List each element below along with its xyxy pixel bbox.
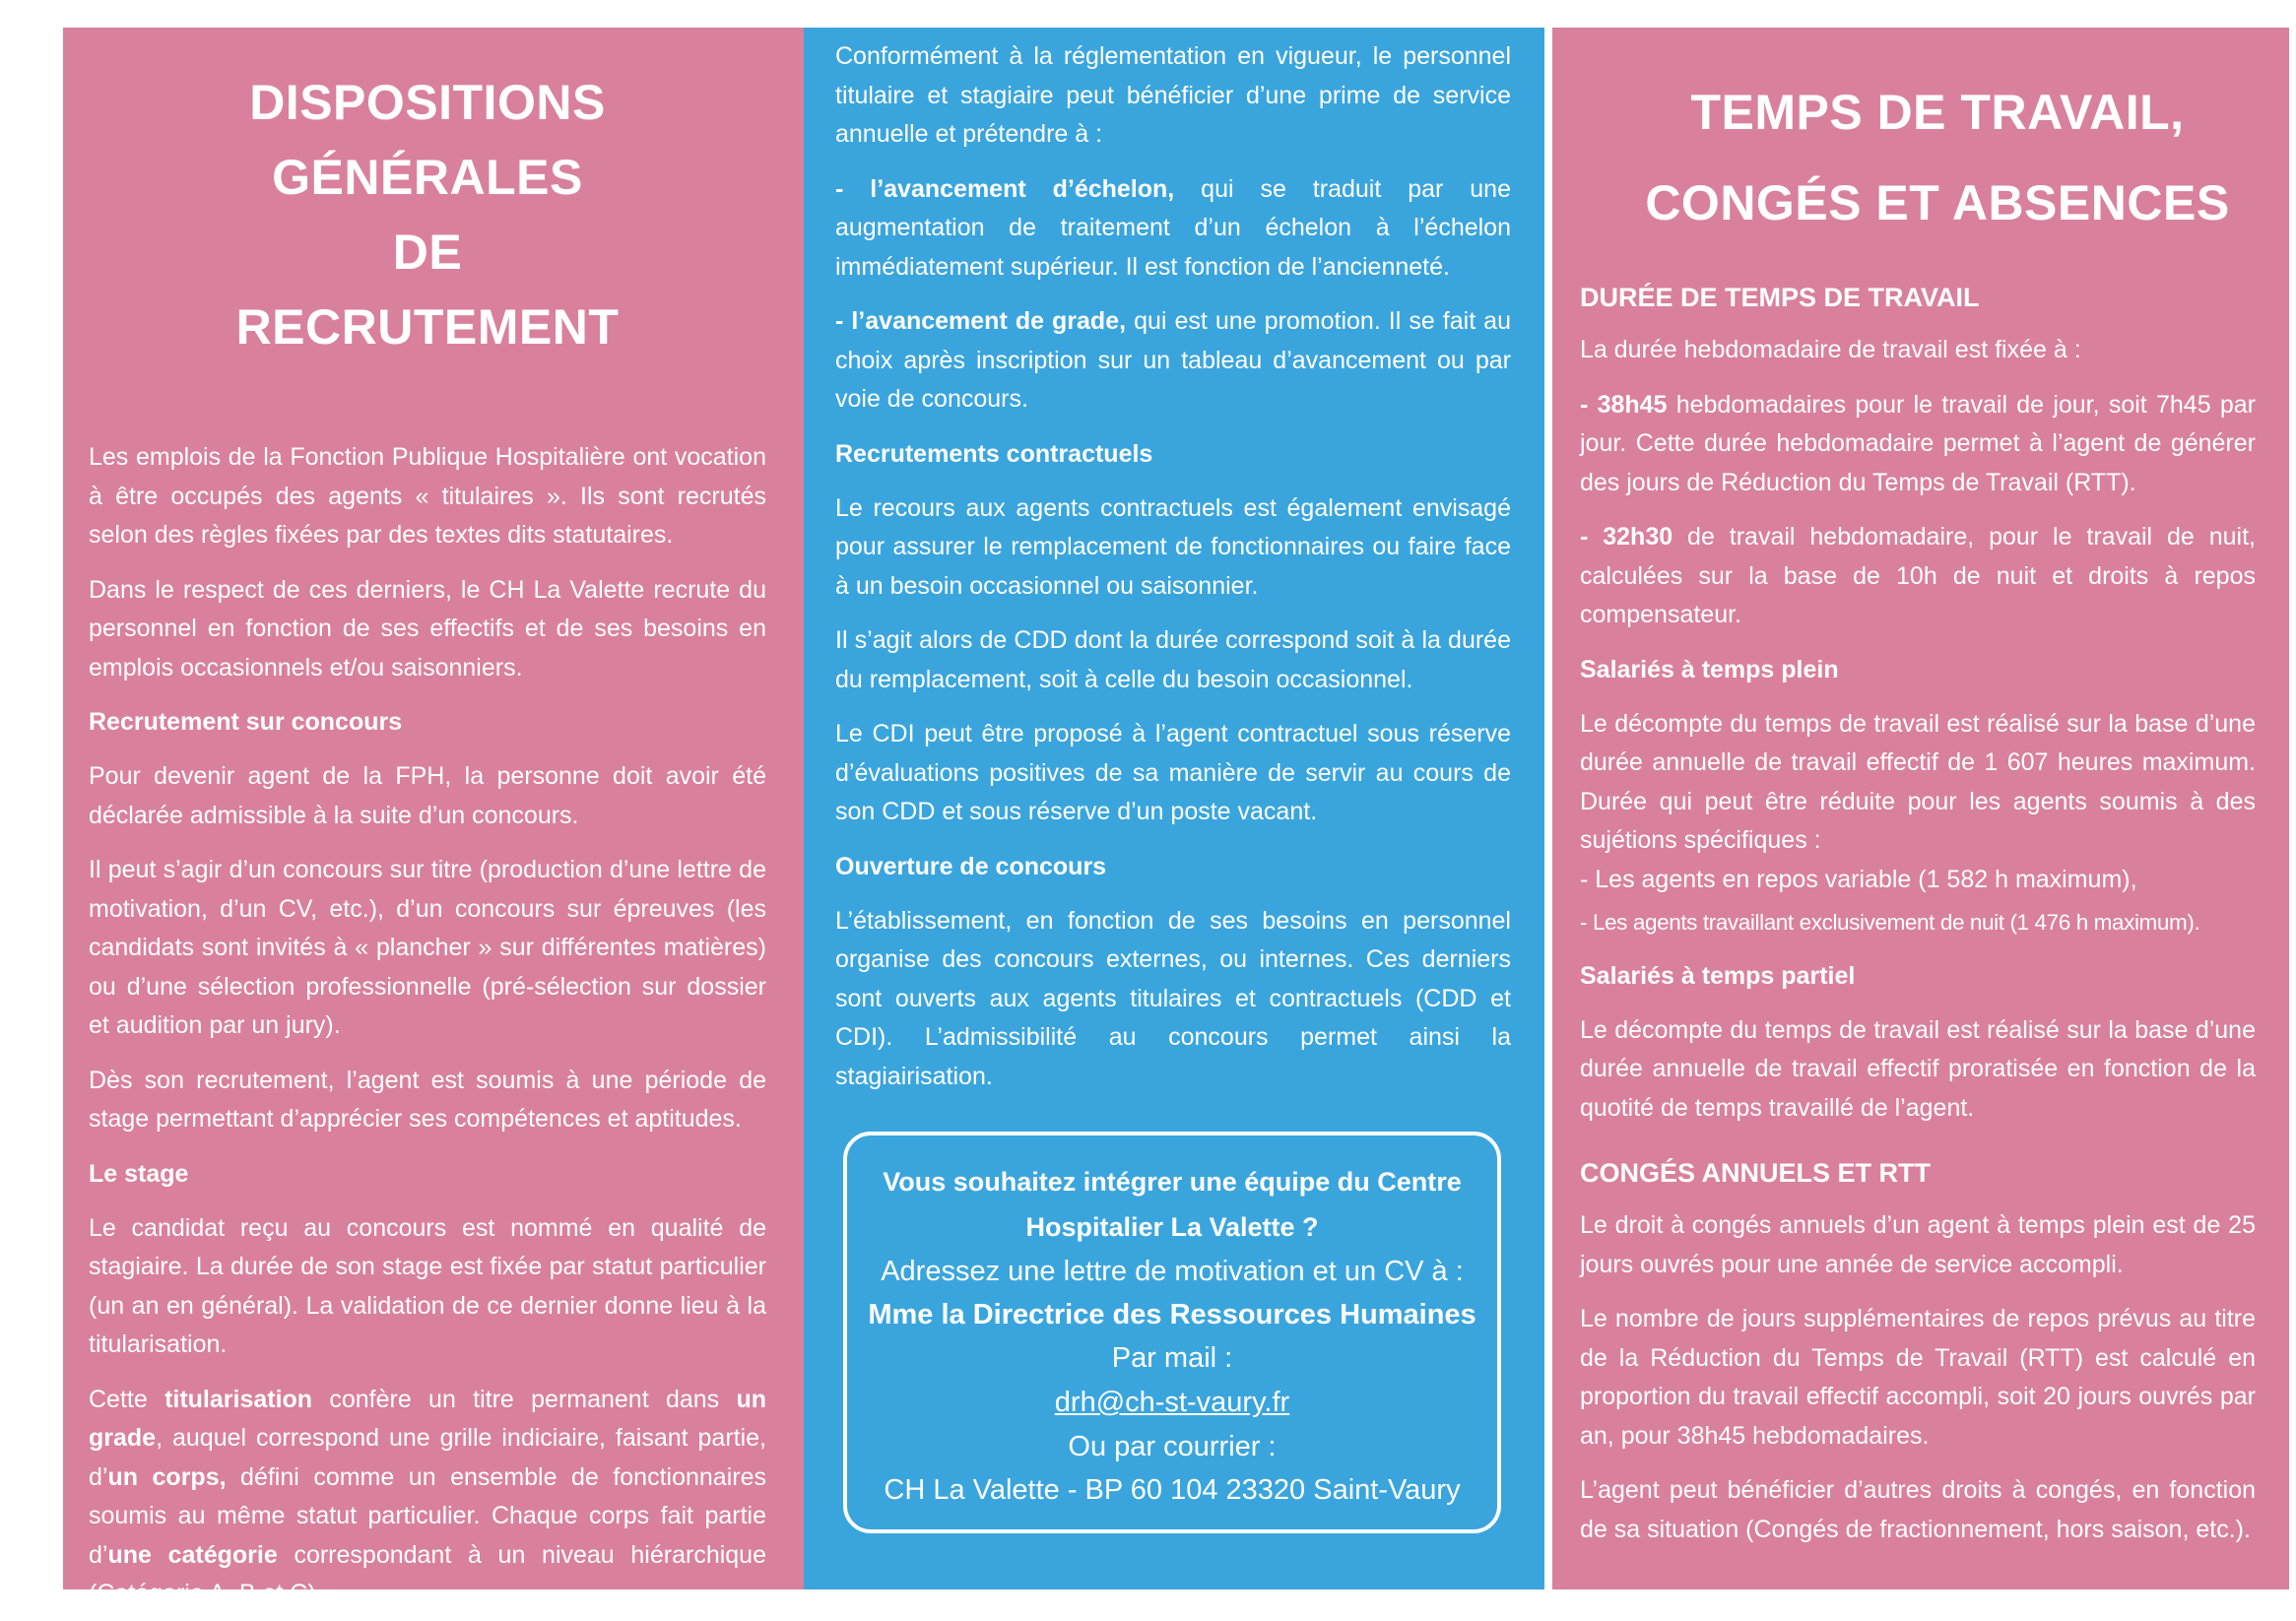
prime-paragraph: Conformément à la réglementation en vigueur, le personnel titulaire et stagiaire peut bénéficier d’une prime de service annuelle et prétendre à : xyxy=(835,42,1511,148)
text-run: hebdomadaires pour le travail de jour, soit 7h45 par jour. Cette durée hebdomadaire permet à l’agent de générer des jours de Réduction du Temps de Travail (RTT). xyxy=(1580,390,2256,496)
contact-recipient: Mme la Directrice des Ressources Humaines xyxy=(868,1299,1476,1330)
bold-term: - 32h30 xyxy=(1580,523,1673,551)
concours-paragraph: Dès son recrutement, l’agent est soumis à une période de stage permettant d’apprécier ses compétences et aptitudes. xyxy=(89,1066,766,1133)
conges-paragraph: L’agent peut bénéficier d’autres droits à congés, en fonction de sa situation (Congés de fractionnement, hors saison, etc.). xyxy=(1580,1476,2256,1543)
intro-paragraph: Dans le respect de ces derniers, le CH La Valette recrute du personnel en fonction de ses effectifs et de ses besoins en emplois occasionnels et/ou saisonniers. xyxy=(89,575,766,681)
text-run: qui se traduit par une augmentation de traitement d’un échelon à l’échelon immédiatement supérieur. Il est fonction de l’ancienneté. xyxy=(835,174,1511,281)
left-title xyxy=(89,65,766,364)
bold-term: un grade xyxy=(89,1385,767,1452)
right-title-line: TEMPS DE TRAVAIL, xyxy=(1690,85,2185,140)
bold-term: - l’avancement de grade, xyxy=(835,307,1127,335)
section-heading-temps-partiel: Salariés à temps partiel xyxy=(1580,961,1856,990)
contact-email-link[interactable]: drh@ch-st-vaury.fr xyxy=(1054,1387,1290,1418)
concours-paragraph: Il peut s’agir d’un concours sur titre (production d’une lettre de motivation, d’un CV, etc.), d’un concours sur épreuves (les candidats sont invités à « plancher » sur différentes matières) ou d’une sélection professionnelle (pré-sélection sur dossier et audition par un jury). xyxy=(89,856,766,1039)
text-run: Cette xyxy=(89,1385,165,1413)
left-title-line: RECRUTEMENT xyxy=(235,299,620,355)
echelon-paragraph xyxy=(835,170,1511,288)
right-panel xyxy=(1552,28,2289,1589)
text-run: , auquel correspond une grille indiciaire, faisant partie, d’ xyxy=(89,1424,766,1491)
section-heading-contractuels: Recrutements contractuels xyxy=(835,439,1153,468)
contact-by-post: Ou par courrier : xyxy=(1068,1431,1277,1462)
contractuels-paragraph: Le recours aux agents contractuels est également envisagé pour assurer le remplacement de fonctionnaires ou faire face à un besoin occasionnel ou saisonnier. xyxy=(835,493,1511,600)
contact-instruction: Adressez une lettre de motivation et un CV à : xyxy=(881,1256,1464,1287)
left-panel xyxy=(63,28,804,1607)
left-title-line: DE xyxy=(392,225,463,280)
ouverture-paragraph: L’établissement, en fonction de ses besoins en personnel organise des concours externes, ou internes. Ces derniers sont ouverts aux agents titulaires et contractuels (CDD et CDI). L’admissibilité au concours permet ainsi la stagiairisation. xyxy=(835,906,1511,1090)
right-title-line: CONGÉS ET ABSENCES xyxy=(1645,175,2230,230)
intro-paragraph: Les emplois de la Fonction Publique Hospitalière ont vocation à être occupés des agents « titulaires ». Ils sont recrutés selon des règles fixées par des textes dits statutaires. xyxy=(89,443,766,549)
bold-term: - 38h45 xyxy=(1580,390,1668,419)
contact-box xyxy=(843,1132,1501,1533)
text-run: confère un titre permanent dans xyxy=(312,1385,737,1413)
duree-intro: La durée hebdomadaire de travail est fixée à : xyxy=(1580,336,2081,363)
bold-term: titularisation xyxy=(164,1385,313,1413)
right-title xyxy=(1580,67,2256,248)
text-run: correspondant à un niveau hiérarchique (Catégorie A, B et C). xyxy=(89,1540,766,1607)
stage-paragraph: Le candidat reçu au concours est nommé en qualité de stagiaire. La durée de son stage est fixée par statut particulier (un an en général). La validation de ce dernier donne lieu à la titularisation. xyxy=(89,1213,766,1358)
grade-paragraph xyxy=(835,302,1511,420)
section-heading-concours: Recrutement sur concours xyxy=(89,708,403,736)
contact-question: Hospitalier La Valette ? xyxy=(1025,1212,1319,1242)
conges-paragraph: Le nombre de jours supplémentaires de repos prévus au titre de la Réduction du Temps de Travail (RTT) est calculé en proportion du travail effectif accompli, soit 20 jours ouvrés par an, pour 38h45 hebdomadaires. xyxy=(1580,1305,2256,1450)
conges-paragraph: Le droit à congés annuels d’un agent à temps plein est de 25 jours ouvrés pour une année de service accompli. xyxy=(1580,1211,2256,1278)
text-run: défini comme un ensemble de fonctionnaires soumis au même statut particulier. Chaque corps fait partie d’ xyxy=(89,1462,766,1569)
left-title-line: DISPOSITIONS GÉNÉRALES xyxy=(249,75,606,205)
bold-term: - l’avancement d’échelon, xyxy=(835,174,1175,203)
section-heading-temps-plein: Salariés à temps plein xyxy=(1580,655,1839,683)
duree-nuit-paragraph xyxy=(1580,518,2256,635)
section-heading-ouverture: Ouverture de concours xyxy=(835,852,1107,880)
bold-term: un corps, xyxy=(107,1462,227,1491)
section-heading-stage: Le stage xyxy=(89,1159,189,1188)
contact-by-mail: Par mail : xyxy=(1111,1342,1233,1374)
section-heading-conges: CONGÉS ANNUELS ET RTT xyxy=(1580,1158,1932,1188)
section-heading-duree: DURÉE DE TEMPS DE TRAVAIL xyxy=(1580,283,1980,312)
temps-plein-bullet: - Les agents en repos variable (1 582 h maximum), xyxy=(1580,865,2137,893)
duree-jour-paragraph xyxy=(1580,386,2256,503)
temps-plein-bullet: - Les agents travaillant exclusivement de nuit (1 476 h maximum). xyxy=(1580,909,2200,935)
contact-question: Vous souhaitez intégrer une équipe du Centre xyxy=(883,1167,1462,1197)
contractuels-paragraph: Il s’agit alors de CDD dont la durée correspond soit à la durée du remplacement, soit à celle du besoin occasionnel. xyxy=(835,626,1511,693)
contact-postal-address: CH La Valette - BP 60 104 23320 Saint-Vaury xyxy=(884,1474,1461,1506)
temps-plein-paragraph: Le décompte du temps de travail est réalisé sur la base d’une durée annuelle de travail effectif de 1 607 heures maximum. Durée qui peut être réduite pour les agents soumis à des sujétions spécifiques : xyxy=(1580,709,2256,854)
temps-partiel-paragraph: Le décompte du temps de travail est réalisé sur la base d’une durée annuelle de travail effectif proratisée en fonction de la quotité de temps travaillé de l’agent. xyxy=(1580,1015,2256,1122)
text-run: qui est une promotion. Il se fait au choix après inscription sur un tableau d’avancement ou par voie de concours. xyxy=(835,307,1511,413)
concours-paragraph: Pour devenir agent de la FPH, la personne doit avoir été déclarée admissible à la suite d’un concours. xyxy=(89,762,766,829)
text-run: de travail hebdomadaire, pour le travail de nuit, calculées sur la base de 10h de nuit et droits à repos compensateur. xyxy=(1580,523,2256,628)
contractuels-paragraph: Le CDI peut être proposé à l’agent contractuel sous réserve d’évaluations positives de sa manière de servir au cours de son CDD et sous réserve d’un poste vacant. xyxy=(835,720,1511,825)
bold-term: une catégorie xyxy=(107,1540,278,1569)
stage-paragraph-titularisation xyxy=(89,1381,766,1614)
middle-panel xyxy=(804,28,1544,1589)
